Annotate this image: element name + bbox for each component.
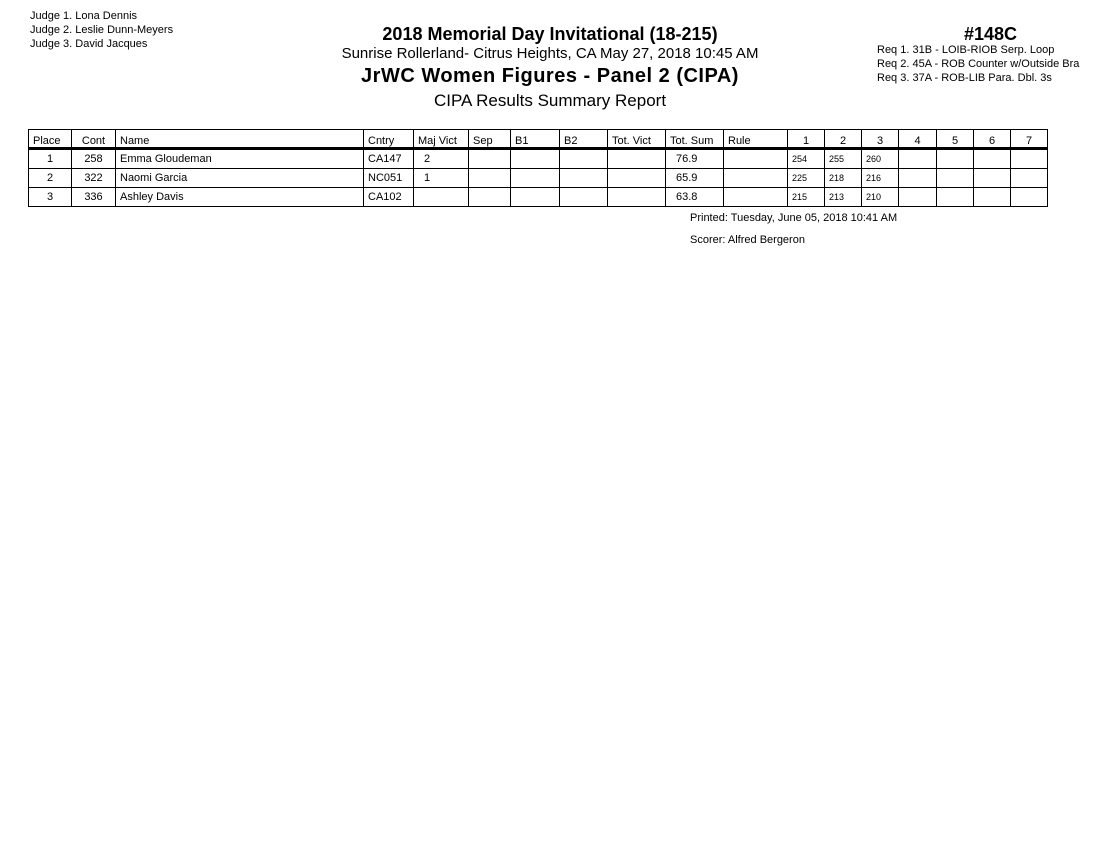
table-row bbox=[29, 169, 1048, 188]
col-judge-6: 6 bbox=[974, 130, 1011, 149]
col-tot-sum: Tot. Sum bbox=[666, 130, 724, 149]
judge-4-score bbox=[899, 169, 937, 188]
name: Emma Gloudeman bbox=[116, 149, 364, 169]
table-header-row bbox=[29, 130, 1048, 149]
event-title: 2018 Memorial Day Invitational (18-215) bbox=[382, 24, 718, 44]
judge-4-score bbox=[899, 188, 937, 207]
sep bbox=[469, 149, 511, 169]
b2 bbox=[560, 188, 608, 207]
b1 bbox=[511, 169, 560, 188]
category-title: JrWC Women Figures - Panel 2 (CIPA) bbox=[361, 65, 739, 87]
scorer-name: Scorer: Alfred Bergeron bbox=[690, 234, 805, 246]
b2 bbox=[560, 169, 608, 188]
col-tot-vict: Tot. Vict bbox=[608, 130, 666, 149]
venue-line: Sunrise Rollerland- Citrus Heights, CA May 27, 2018 10:45 AM bbox=[341, 45, 759, 62]
tot-vict bbox=[608, 169, 666, 188]
report-title: CIPA Results Summary Report bbox=[433, 91, 667, 110]
cntry: CA147 bbox=[364, 149, 414, 169]
sep bbox=[469, 169, 511, 188]
col-cont: Cont bbox=[72, 130, 116, 149]
judge-2-score: 218 bbox=[825, 169, 862, 188]
place: 2 bbox=[29, 169, 72, 188]
col-cntry: Cntry bbox=[364, 130, 414, 149]
maj-vict: 2 bbox=[414, 149, 469, 169]
judge-3: Judge 3. David Jacques bbox=[30, 38, 148, 50]
judge-6-score bbox=[974, 188, 1011, 207]
table-row bbox=[29, 188, 1048, 207]
judge-2-score: 255 bbox=[825, 149, 862, 169]
judges-list bbox=[30, 9, 173, 51]
tot-sum: 63.8 bbox=[666, 188, 724, 207]
results-table bbox=[28, 129, 1048, 207]
col-b1: B1 bbox=[511, 130, 560, 149]
judge-7-score bbox=[1011, 149, 1048, 169]
name: Ashley Davis bbox=[116, 188, 364, 207]
judge-1-score: 215 bbox=[788, 188, 825, 207]
col-name: Name bbox=[116, 130, 364, 149]
col-judge-4: 4 bbox=[899, 130, 937, 149]
rule bbox=[724, 169, 788, 188]
tot-vict bbox=[608, 149, 666, 169]
b2 bbox=[560, 149, 608, 169]
maj-vict: 1 bbox=[414, 169, 469, 188]
tot-sum: 65.9 bbox=[666, 169, 724, 188]
printed-timestamp: Printed: Tuesday, June 05, 2018 10:41 AM bbox=[690, 212, 898, 224]
judge-1-score: 254 bbox=[788, 149, 825, 169]
judge-5-score bbox=[937, 149, 974, 169]
sep bbox=[469, 188, 511, 207]
judge-6-score bbox=[974, 149, 1011, 169]
cont: 336 bbox=[72, 188, 116, 207]
judge-3-score: 216 bbox=[862, 169, 899, 188]
col-rule: Rule bbox=[724, 130, 788, 149]
place: 3 bbox=[29, 188, 72, 207]
col-b2: B2 bbox=[560, 130, 608, 149]
place: 1 bbox=[29, 149, 72, 169]
col-maj-vict: Maj Vict bbox=[414, 130, 469, 149]
col-judge-5: 5 bbox=[937, 130, 974, 149]
col-place: Place bbox=[29, 130, 72, 149]
requirement-3: Req 3. 37A - ROB-LIB Para. Dbl. 3s bbox=[877, 72, 1052, 84]
event-code: #148C bbox=[964, 24, 1018, 44]
judge-1-score: 225 bbox=[788, 169, 825, 188]
judge-2: Judge 2. Leslie Dunn-Meyers bbox=[30, 24, 174, 36]
judge-3-score: 210 bbox=[862, 188, 899, 207]
judge-1: Judge 1. Lona Dennis bbox=[30, 10, 138, 22]
judge-3-score: 260 bbox=[862, 149, 899, 169]
judge-7-score bbox=[1011, 169, 1048, 188]
requirement-1: Req 1. 31B - LOIB-RIOB Serp. Loop bbox=[877, 44, 1055, 56]
maj-vict bbox=[414, 188, 469, 207]
requirement-2: Req 2. 45A - ROB Counter w/Outside Bra bbox=[877, 58, 1080, 70]
cntry: CA102 bbox=[364, 188, 414, 207]
col-judge-2: 2 bbox=[825, 130, 862, 149]
col-sep: Sep bbox=[469, 130, 511, 149]
col-judge-1: 1 bbox=[788, 130, 825, 149]
judge-7-score bbox=[1011, 188, 1048, 207]
cntry: NC051 bbox=[364, 169, 414, 188]
rule bbox=[724, 149, 788, 169]
b1 bbox=[511, 188, 560, 207]
name: Naomi Garcia bbox=[116, 169, 364, 188]
cont: 258 bbox=[72, 149, 116, 169]
col-judge-3: 3 bbox=[862, 130, 899, 149]
judge-4-score bbox=[899, 149, 937, 169]
tot-sum: 76.9 bbox=[666, 149, 724, 169]
table-row bbox=[29, 149, 1048, 169]
b1 bbox=[511, 149, 560, 169]
tot-vict bbox=[608, 188, 666, 207]
judge-5-score bbox=[937, 169, 974, 188]
judge-6-score bbox=[974, 169, 1011, 188]
judge-5-score bbox=[937, 188, 974, 207]
cont: 322 bbox=[72, 169, 116, 188]
requirements-list bbox=[877, 43, 1079, 85]
col-judge-7: 7 bbox=[1011, 130, 1048, 149]
rule bbox=[724, 188, 788, 207]
judge-2-score: 213 bbox=[825, 188, 862, 207]
